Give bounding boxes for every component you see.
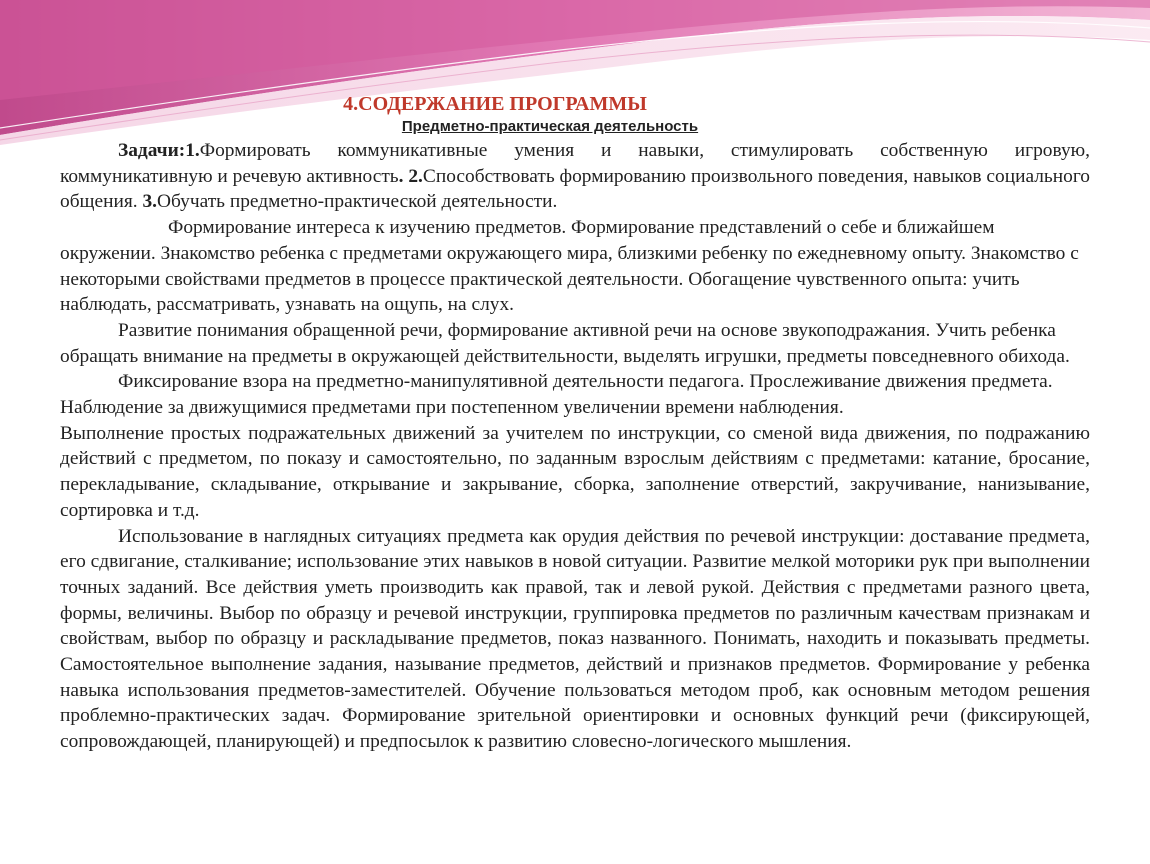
task-text-2: Способствовать формированию произвольного поведения, навыков социального общения. [60, 165, 1090, 213]
body-paragraph: Выполнение простых подражательных движений за учителем по инструкции, со сменой вида движения, по подражанию действий с предметом, по показу и самостоятельно, по заданным взрослым действиям с предметами: катание, бросание, перекладывание, складывание, открывание и закрывание, сборка, заполнение отверстий, закручивание, нанизывание, сортировка и т.д. [60, 422, 1090, 521]
slide-content [60, 92, 1090, 755]
slide-title: 4.СОДЕРЖАНИЕ ПРОГРАММЫ [343, 93, 647, 115]
task-number-2: . 2. [398, 165, 423, 187]
body-paragraph: Фиксирование взора на предметно-манипулятивной деятельности педагога. Прослеживание движения предмета. Наблюдение за движущимися предметами при постепенном увеличении времени наблюдения. [60, 371, 1053, 419]
tasks-paragraph [60, 138, 1090, 215]
task-number-3: 3. [142, 191, 158, 213]
task-text-3: Обучать предметно-практической деятельности. [157, 191, 558, 213]
tasks-label: Задачи: [118, 140, 186, 161]
body-paragraph: Формирование интереса к изучению предметов. Формирование представлений о себе и ближайшем окружении. Знакомство ребенка с предметами окружающего мира, близкими ребенку по ежедневному опыту. Знакомство с некоторыми свойствами предметов в процессе практической деятельности. Обогащение чувственного опыта: учить наблюдать, рассматривать, узнавать на ощупь, на слух. [60, 217, 1079, 316]
task-number-1: 1. [185, 140, 200, 161]
task-text-1: Формировать коммуникативные умения и навыки, стимулировать собственную игровую, коммуникативную и речевую активность [60, 140, 1090, 187]
body-paragraph: Использование в наглядных ситуациях предмета как орудия действия по речевой инструкции: доставание предмета, его сдвигание, сталкивание; использование этих навыков в новой ситуации. Развитие мелкой моторики рук при выполнении точных заданий. Все действия уметь производить как правой, так и левой рукой. Действия с предметами разного цвета, формы, величины. Выбор по образцу и речевой инструкции, группировка предметов по различным качествам признакам и свойствам, выбор по образцу и раскладывание предметов, показ названного. Понимать, находить и показывать предметы. Самостоятельное выполнение задания, называние предметов, действий и признаков предметов. Формирование у ребенка навыка использования предметов-заместителей. Обучение пользоваться методом проб, как основным методом решения проблемно-практических задач. Формирование зрительной ориентировки и основных функций речи (фиксирующей, сопровождающей, планирующей) и предпосылок к развитию словесно-логического мышления. [60, 525, 1090, 753]
body-paragraph: Развитие понимания обращенной речи, формирование активной речи на основе звукоподражания. Учить ребенка обращать внимание на предметы в окружающей действительности, выделять игрушки, предметы повседневного обихода. [60, 319, 1070, 367]
slide-subtitle: Предметно-практическая деятельность [401, 118, 699, 135]
